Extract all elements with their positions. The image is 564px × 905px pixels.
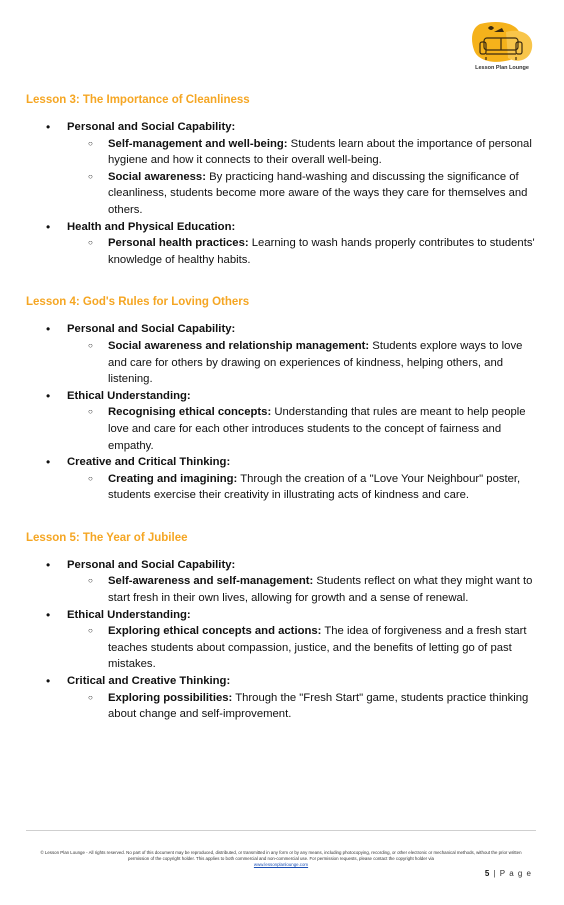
capability-name: Personal and Social Capability: [67,121,236,133]
sub-capability-label: Exploring ethical concepts and actions: [108,625,322,638]
sub-capability-list [67,404,536,454]
copyright-text: © Lesson Plan Lounge - All rights reserved. No part of this document may be reproduced, distributed, or transmitted in any form or by any means, including photocopying, recording, or other electronic or mechanical methods, without the prior written permission of the copyright holder. This applies to both commercial and non-commercial use. For permission requests, please contact the copyright holder via [40,850,522,861]
lesson-section [26,296,536,504]
sub-capability-list [67,235,536,268]
capability-item [26,607,536,673]
sub-capability-label: Self-awareness and self-management: [108,575,314,588]
sub-capability-text: Through the creation of a "Love Your Neighbour" poster, students exercise their creativity in illustrating acts of kindness and care. [108,472,521,502]
capability-item [26,673,536,723]
sub-capability-item [67,136,536,169]
sub-capability-label: Social awareness and relationship management: [108,339,370,352]
sub-capability-item [67,169,536,219]
page-number [485,869,532,878]
capability-item [26,321,536,387]
sub-capability-list [67,136,536,219]
sub-capability-item [67,235,536,268]
capability-item [26,557,536,607]
page-number-value: 5 [484,869,491,878]
capability-name: Health and Physical Education: [67,220,236,233]
capability-name: Personal and Social Capability: [67,323,236,336]
sub-capability-label: Self-management and well-being: [108,137,288,150]
sub-capability-text: Students explore ways to love and care for others by drawing on experiences of kindness, helping others, and listening. [108,339,523,386]
page-label: | P a g e [490,869,532,878]
capability-list [26,119,536,268]
sub-capability-label: Personal health practices: [108,237,249,250]
capability-item [26,454,536,504]
sub-capability-item [67,623,536,673]
logo-text: Lesson Plan Lounge [475,65,529,71]
sub-capability-list [67,338,536,388]
sub-capability-text: By practicing hand-washing and discussing the significance of cleanliness, students become more aware of the ways they care for themselves and others. [108,170,528,216]
sub-capability-label: Creating and imagining: [108,472,238,485]
sub-capability-label: Recognising ethical concepts: [108,406,272,419]
lesson-title: Lesson 5: The Year of Jubilee [26,531,188,544]
sub-capability-list [67,690,536,723]
capability-list [26,557,536,723]
sub-capability-item [67,690,536,723]
sub-capability-text: Students reflect on what they might want to start fresh in their own lives, allowing for growth and a sense of renewal. [108,575,533,605]
sub-capability-item [67,471,536,504]
capability-name: Personal and Social Capability: [67,558,236,571]
lesson-title: Lesson 3: The Importance of Cleanliness [26,94,250,106]
sub-capability-item [67,338,536,388]
capability-item [26,388,536,454]
lesson-section [26,532,536,723]
capability-list [26,321,536,504]
footer-divider [26,830,536,831]
sub-capability-item [67,404,536,454]
capability-name: Creative and Critical Thinking: [67,456,231,469]
sub-capability-label: Exploring possibilities: [108,691,233,704]
sub-capability-text: Learning to wash hands properly contributes to students' knowledge of healthy habits. [108,237,535,266]
footer-copyright [30,850,532,868]
document-body [26,94,536,751]
capability-name: Critical and Creative Thinking: [67,675,231,688]
sub-capability-item [67,573,536,606]
lesson-section [26,94,536,268]
capability-name: Ethical Understanding: [67,389,191,402]
sub-capability-text: Understanding that rules are meant to help people love and care for each other introduces students to the concept of fairness and empathy. [108,406,526,452]
lesson-title: Lesson 4: God's Rules for Loving Others [26,296,250,309]
capability-item [26,219,536,269]
sub-capability-text: Students learn about the importance of personal hygiene and how it connects to their overall well-being. [108,137,532,167]
sub-capability-label: Social awareness: [108,170,206,183]
capability-item [26,119,536,219]
capability-name: Ethical Understanding: [67,608,191,621]
sub-capability-text: Through the "Fresh Start" game, students practice thinking about change and self-improvement. [108,691,529,721]
sub-capability-text: The idea of forgiveness and a fresh start teaches students about compassion, justice, and the benefits of letting go of past mistakes. [108,625,527,671]
sub-capability-list [67,623,536,673]
sub-capability-list [67,471,536,504]
sub-capability-list [67,573,536,606]
footer-link[interactable]: www.lessonplanlounge.com [253,862,309,867]
